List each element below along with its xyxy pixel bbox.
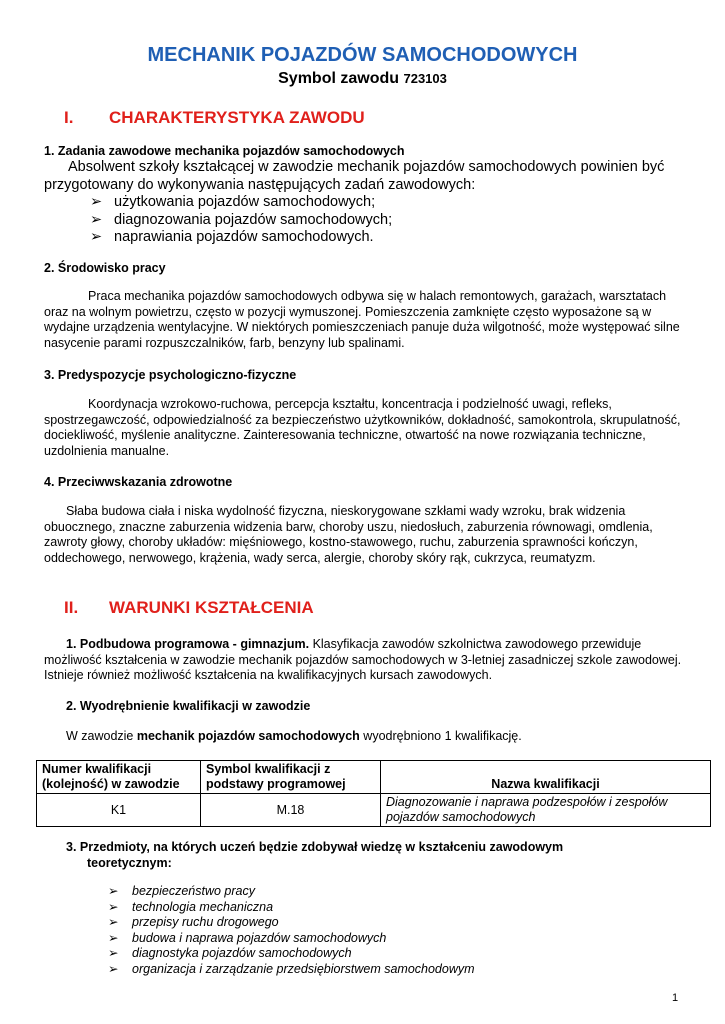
section-number: II. [64,598,79,617]
paragraph-curriculum [44,637,684,684]
section-number: I. [64,108,74,127]
section-title: WARUNKI KSZTAŁCENIA [109,598,314,617]
paragraph-environment: Praca mechanika pojazdów samochodowych odbywa się w halach remontowych, garażach, warsztatach oraz na wolnym powietrzu, często w pozycji wymuszonej. Pomieszczenia zamknięte często wyposażone są w wydajne urządzenia wentylacyjne. W niektórych pomieszczeniach panuje duża wilgotność, może występować silne nasycenie parami rozpuszczalników, farb, benzyny lub spalinami. [44,289,680,350]
section-heading-2 [64,598,314,618]
subheading-tasks: 1. Zadania zawodowe mechanika pojazdów samochodowych [44,144,405,158]
paragraph-tasks: Absolwent szkoły kształcącej w zawodzie mechanik pojazdów samochodowych powinien być przygotowany do wykonywania następujących zadań zawodowych: [44,159,665,193]
paragraph-qualifications: W zawodzie mechanik pojazdów samochodowych wyodrębniono 1 kwalifikację. [66,729,522,743]
arrow-bullet-icon: ➢ [108,930,119,945]
column-header: Numer kwalifikacji (kolejność) w zawodzie [37,761,201,794]
list-item: ➢ diagnozowania pojazdów samochodowych; [90,211,393,228]
list-item: ➢ organizacja i zarządzanie przedsiębiorstwem samochodowym [108,961,475,976]
subheading-qualifications: 2. Wyodrębnienie kwalifikacji w zawodzie [66,699,311,713]
subheading-curriculum: 1. Podbudowa programowa - gimnazjum. [66,637,310,651]
table-cell: K1 [37,794,201,827]
list-item: ➢ naprawiania pojazdów samochodowych. [90,229,374,245]
subheading-subjects: 3. Przedmioty, na których uczeń będzie zdobywał wiedzę w kształceniu zawodowym teoretycznym: [66,840,564,870]
arrow-bullet-icon: ➢ [90,194,103,210]
paragraph-predispositions: Koordynacja wzrokowo-ruchowa, percepcja kształtu, koncentracja i podzielność uwagi, refleks, spostrzegawczość, odpowiedzialność za bezpieczeństwo użytkowników, dokładność, samokontrola, skrupulatność, dociekliwość, myślenie analityczne. Zainteresowania techniczne, otwartość na nowe rozwiązania techniczne, uzdolnienia manualne. [44,397,681,458]
subtitle-code: 723103 [403,71,447,86]
paragraph-contraindications: Słaba budowa ciała i niska wydolność fizyczna, nieskorygowane szkłami wady wzroku, brak widzenia obuocznego, znaczne zaburzenia widzenia barw, choroby uszu, niedosłuch, zaburzenia równowagi, omdlenia, zawroty głowy, choroby układów: mięśniowego, kostno-stawowego, ruchu, zaburzenia sprawności kończyn, oddechowego, nerwowego, krążenia, wady serca, alergie, choroby skóry rąk, cukrzyca, reumatyzm. [44,504,653,565]
document-title: MECHANIK POJAZDÓW SAMOCHODOWYCH [147,44,578,66]
task-list [90,194,392,247]
arrow-bullet-icon: ➢ [90,229,103,245]
qualifications-table [36,760,711,827]
subjects-list [108,884,475,978]
arrow-bullet-icon: ➢ [90,211,103,228]
list-item: ➢ bezpieczeństwo pracy [108,884,255,898]
list-item: ➢ użytkowania pojazdów samochodowych; [90,194,376,210]
column-header: Nazwa kwalifikacji [381,761,711,794]
arrow-bullet-icon: ➢ [108,961,119,976]
list-item: ➢ budowa i naprawa pojazdów samochodowych [108,930,387,945]
subtitle-label: Symbol zawodu [278,70,400,87]
arrow-bullet-icon: ➢ [108,946,119,961]
arrow-bullet-icon: ➢ [108,884,119,898]
table-cell: Diagnozowanie i naprawa podzespołów i zespołów pojazdów samochodowych [381,794,711,827]
section-title: CHARAKTERYSTYKA ZAWODU [109,108,365,127]
table-cell: M.18 [201,794,381,827]
column-header: Symbol kwalifikacji z podstawy programowej [201,761,381,794]
page-number: 1 [672,992,679,1004]
arrow-bullet-icon: ➢ [108,899,119,914]
list-item: ➢ przepisy ruchu drogowego [108,915,279,930]
curriculum-text: Klasyfikacja zawodów szkolnictwa zawodowego przewiduje możliwość kształcenia w zawodzie mechanik pojazdów samochodowych w 3-letniej zasadniczej szkole zawodowej. Istnieje również możliwość kształcenia na kwalifikacyjnych kursach zawodowych. [44,637,682,682]
subheading-contraindications: 4. Przeciwwskazania zdrowotne [44,475,233,489]
subheading-environment: 2. Środowisko pracy [44,261,166,275]
arrow-bullet-icon: ➢ [108,915,119,930]
table-header-row [37,761,711,794]
list-item: ➢ diagnostyka pojazdów samochodowych [108,946,352,961]
section-heading-1 [64,108,365,128]
table-row [37,794,711,827]
subheading-predispositions: 3. Predyspozycje psychologiczno-fizyczne [44,368,297,382]
list-item: ➢ technologia mechaniczna [108,899,274,914]
document-subtitle [0,70,725,88]
